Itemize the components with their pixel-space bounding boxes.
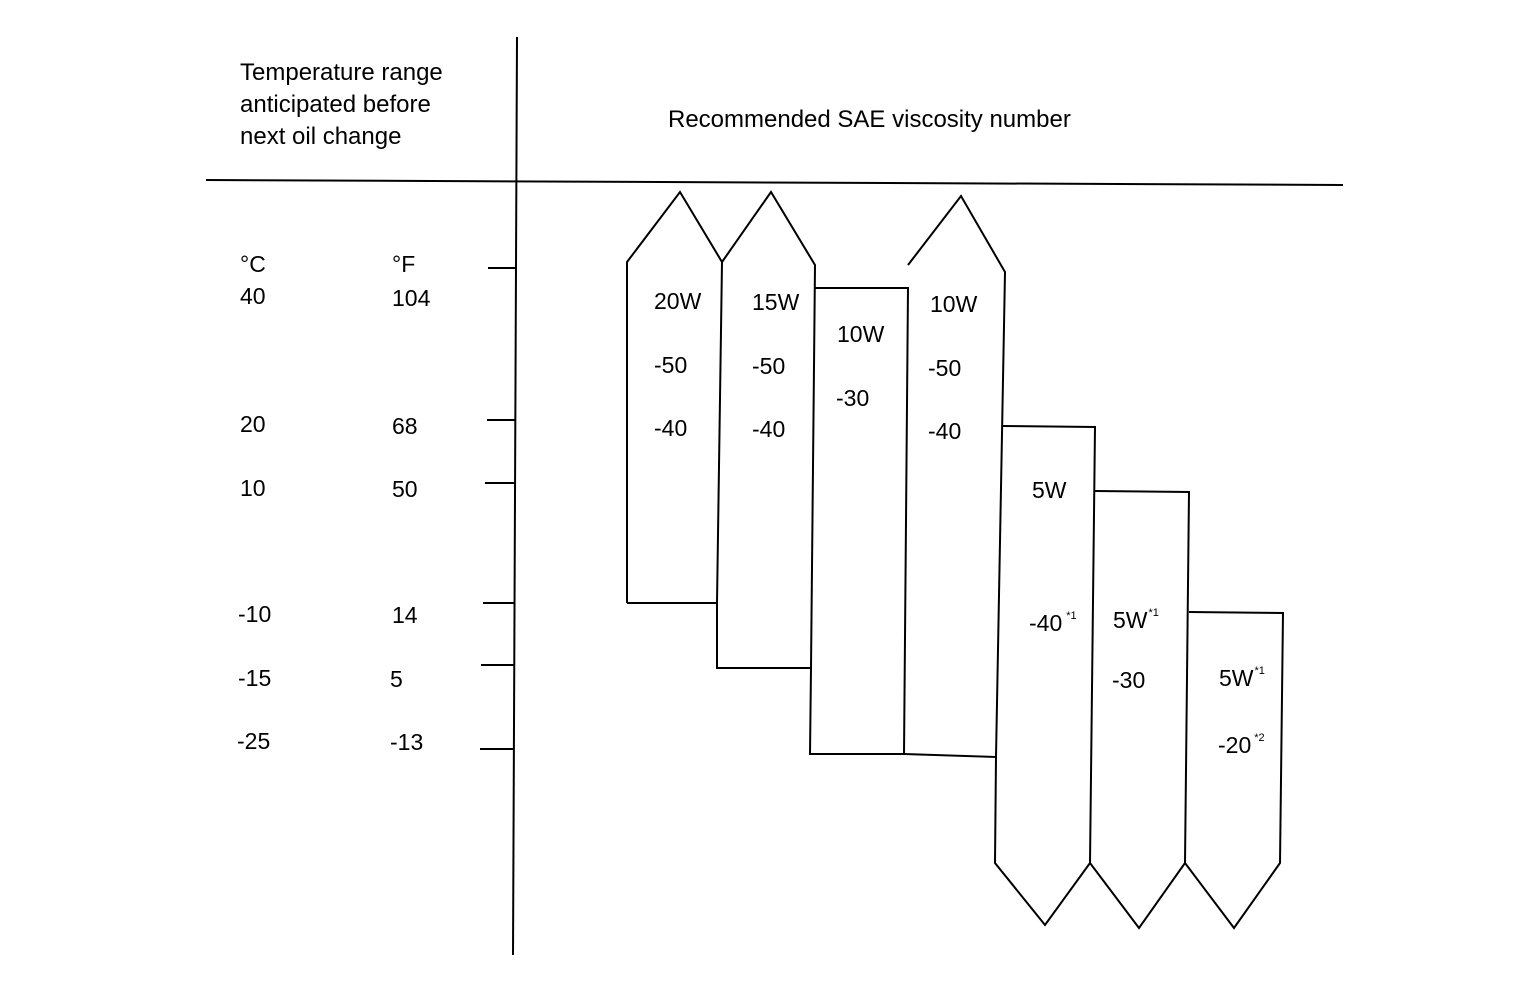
band-label: -30 <box>1112 667 1146 693</box>
celsius-tick: -25 <box>237 728 271 754</box>
band-label: -50 <box>654 352 688 378</box>
footnote-marker: *1 <box>1148 607 1159 619</box>
fahrenheit-tick: 50 <box>392 476 418 502</box>
band-label: 20W <box>654 288 702 314</box>
recommended-viscosity-title: Recommended SAE viscosity number <box>668 106 1071 133</box>
band-label: -50 <box>928 355 962 381</box>
footnote-marker: *2 <box>1254 732 1265 744</box>
band-outline <box>904 196 1005 757</box>
band-label <box>1113 607 1159 633</box>
temperature-range-label-line-1: Temperature range <box>240 59 443 86</box>
band-label <box>1029 610 1077 636</box>
band-outline <box>810 288 908 754</box>
fahrenheit-tick: 5 <box>390 666 403 692</box>
band-label: -40 <box>752 416 786 442</box>
band-label: 10W <box>837 321 885 347</box>
fahrenheit-tick: -13 <box>390 729 424 755</box>
header-divider <box>206 180 1343 185</box>
vertical-divider <box>513 37 517 955</box>
tick-row-minus-15 <box>238 665 514 692</box>
band-20w <box>627 192 722 603</box>
footnote-marker: *1 <box>1066 610 1077 622</box>
band-label: -40 <box>928 418 962 444</box>
band-label <box>1218 732 1265 758</box>
axis-ticks <box>237 268 517 755</box>
band-15w <box>717 192 815 668</box>
tick-row-20 <box>240 411 516 439</box>
band-label: 5W <box>1032 477 1067 503</box>
tick-row-40 <box>240 268 517 311</box>
band-label <box>1219 665 1265 691</box>
band-label-text: -40 <box>1029 610 1063 636</box>
band-label: 15W <box>752 289 800 315</box>
band-5w-30 <box>1090 491 1189 928</box>
celsius-tick: -15 <box>238 665 272 691</box>
fahrenheit-unit-label: °F <box>392 251 416 277</box>
footnote-marker: *1 <box>1254 665 1265 677</box>
celsius-tick: -10 <box>238 601 272 627</box>
temperature-range-label-line-3: next oil change <box>240 123 402 150</box>
fahrenheit-tick: 104 <box>392 285 431 311</box>
celsius-tick: 40 <box>240 283 266 309</box>
band-outline <box>627 192 722 603</box>
band-label: 10W <box>930 291 978 317</box>
celsius-unit-label: °C <box>240 251 266 277</box>
fahrenheit-tick: 14 <box>392 602 418 628</box>
temperature-range-label-line-2: anticipated before <box>240 91 431 118</box>
band-label: -30 <box>836 385 870 411</box>
celsius-tick: 20 <box>240 411 266 437</box>
fahrenheit-tick: 68 <box>392 413 418 439</box>
band-label-text: 5W <box>1219 665 1254 691</box>
band-5w-40 <box>995 426 1095 925</box>
band-outline <box>1090 491 1189 928</box>
tick-row-minus-25 <box>237 728 514 755</box>
celsius-tick: 10 <box>240 475 266 501</box>
tick-row-minus-10 <box>238 601 515 628</box>
band-outline <box>1185 612 1283 928</box>
band-10w-50 <box>904 196 1005 757</box>
viscosity-bands <box>627 192 1283 928</box>
band-label: -40 <box>654 415 688 441</box>
band-10w-30 <box>810 288 908 754</box>
band-label-text: -20 <box>1218 732 1252 758</box>
band-label: -50 <box>752 353 786 379</box>
band-5w-20 <box>1185 612 1283 928</box>
tick-row-10 <box>240 475 516 502</box>
band-label-text: 5W <box>1113 607 1148 633</box>
